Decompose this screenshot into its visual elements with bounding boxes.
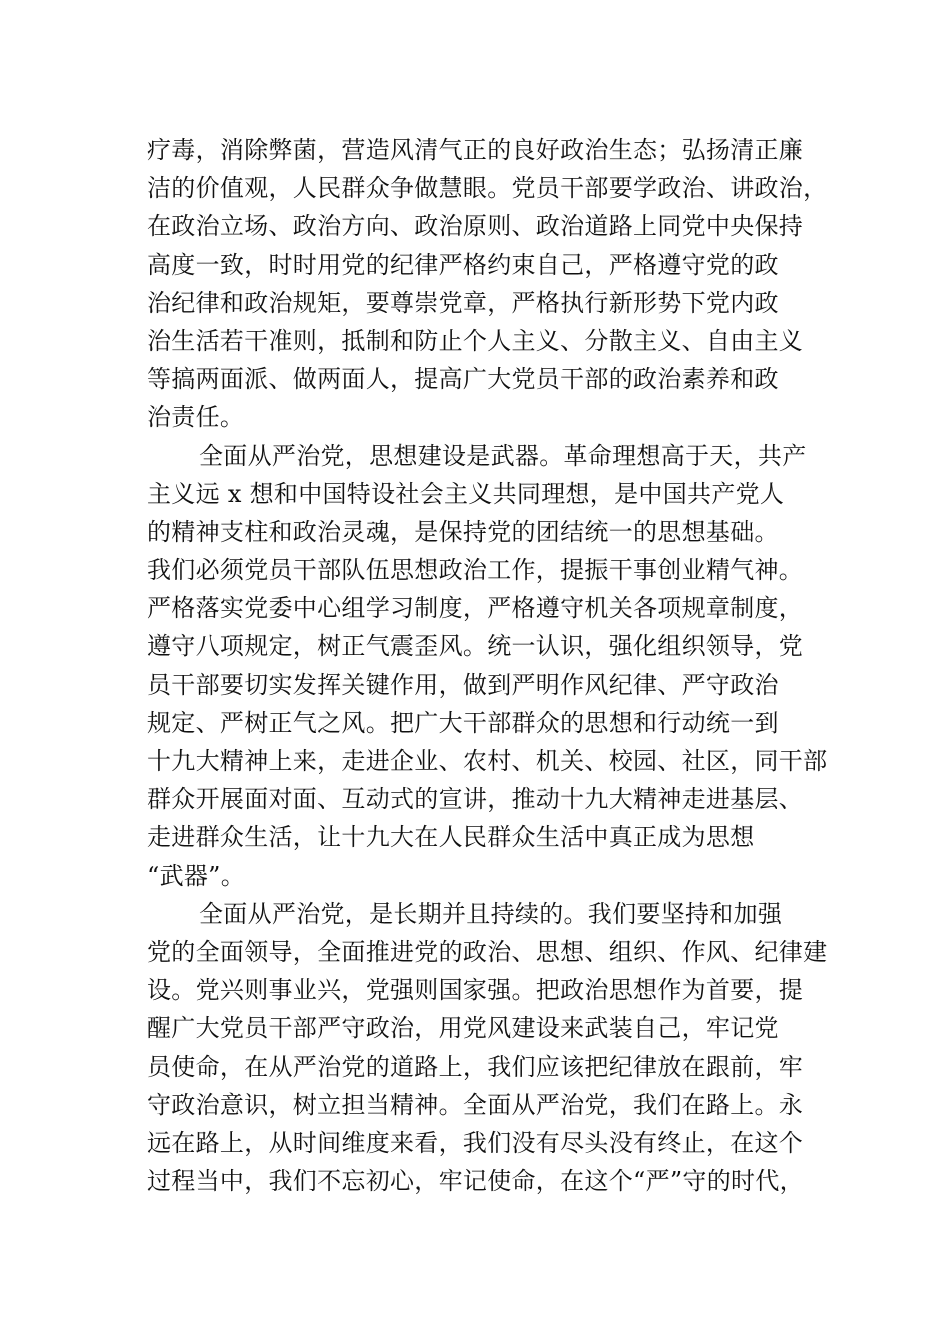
text-line: 过程当中，我们不忘初心，牢记使命，在这个“严”守的时代， bbox=[147, 1167, 804, 1196]
document-body bbox=[147, 131, 827, 1200]
text-line: 的精神支柱和政治灵魂，是保持党的团结统一的思想基础。 bbox=[147, 517, 779, 546]
paragraph-start-line: 全面从严治党，是长期并且持续的。我们要坚持和加强 bbox=[199, 899, 783, 928]
text-line: 高度一致，时时用党的纪律严格约束自己，严格遵守党的政 bbox=[147, 250, 779, 279]
text-line: 我们必须党员干部队伍思想政治工作，提振干事创业精气神。 bbox=[147, 556, 804, 585]
text-line: 十九大精神上来，走进企业、农村、机关、校园、社区，同干部 bbox=[147, 747, 828, 775]
text-line: 在政治立场、政治方向、政治原则、政治道路上同党中央保持 bbox=[147, 212, 804, 241]
text-line: 治纪律和政治规矩，要尊崇党章，严格执行新形势下党内政 bbox=[147, 288, 779, 317]
text-line: 遵守八项规定，树正气震歪风。统一认识，强化组织领导，党 bbox=[147, 632, 804, 661]
text-line: 等搞两面派、做两面人，提高广大党员干部的政治素养和政 bbox=[147, 365, 779, 394]
text-line: “武器”。 bbox=[147, 861, 246, 890]
paragraph-start-line: 全面从严治党，思想建设是武器。革命理想高于天，共产 bbox=[199, 441, 807, 470]
text-line: 治生活若干准则，抵制和防止个人主义、分散主义、自由主义 bbox=[147, 326, 804, 355]
text-line: 守政治意识，树立担当精神。全面从严治党，我们在路上。永 bbox=[147, 1090, 804, 1119]
text-line: 员干部要切实发挥关键作用，做到严明作风纪律、严守政治 bbox=[147, 670, 779, 699]
text-line: 走进群众生活，让十九大在人民群众生活中真正成为思想 bbox=[147, 823, 755, 852]
text-line: 主义远 x 想和中国特设社会主义共同理想，是中国共产党人 bbox=[147, 479, 785, 508]
text-line: 治责任。 bbox=[147, 403, 245, 432]
text-line: 设。党兴则事业兴，党强则国家强。把政治思想作为首要，提 bbox=[147, 976, 804, 1005]
text-line: 洁的价值观，人民群众争做慧眼。党员干部要学政治、讲政治， bbox=[147, 174, 828, 203]
text-line: 规定、严树正气之风。把广大干部群众的思想和行动统一到 bbox=[147, 708, 779, 737]
text-line: 群众开展面对面、互动式的宣讲，推动十九大精神走进基层、 bbox=[147, 785, 804, 814]
text-line: 醒广大党员干部严守政治，用党风建设来武装自己，牢记党 bbox=[147, 1014, 779, 1043]
text-line: 员使命，在从严治党的道路上，我们应该把纪律放在跟前，牢 bbox=[147, 1052, 804, 1081]
text-line: 党的全面领导，全面推进党的政治、思想、组织、作风、纪律建 bbox=[147, 937, 828, 966]
text-line: 严格落实党委中心组学习制度，严格遵守机关各项规章制度， bbox=[147, 594, 804, 623]
text-line: 远在路上，从时间维度来看，我们没有尽头没有终止，在这个 bbox=[147, 1128, 804, 1157]
text-line: 疗毒，消除弊菌，营造风清气正的良好政治生态；弘扬清正廉 bbox=[147, 136, 804, 164]
